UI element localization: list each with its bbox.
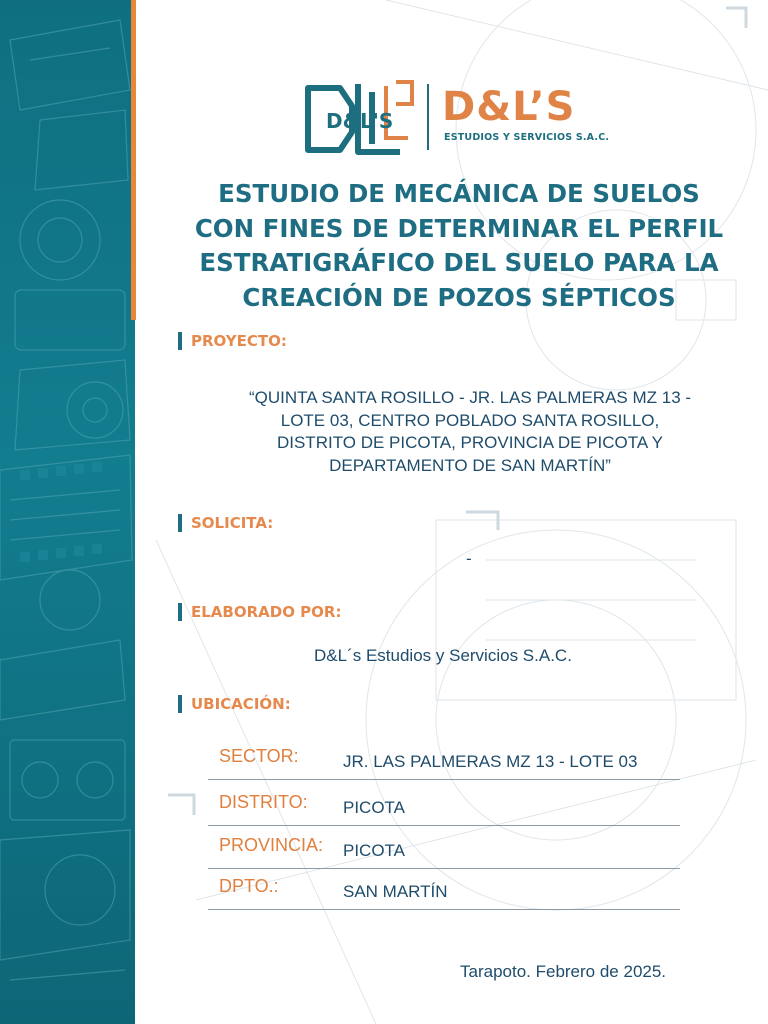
project-line: DISTRITO DE PICOTA, PROVINCIA DE PICOTA Y bbox=[276, 433, 664, 452]
section-label-ubicacion bbox=[178, 695, 291, 713]
project-description bbox=[170, 387, 768, 477]
document-title bbox=[150, 177, 768, 315]
logo-divider bbox=[427, 84, 429, 150]
location-label: DPTO.: bbox=[219, 876, 279, 896]
brand-subtitle: ESTUDIOS Y SERVICIOS S.A.C. bbox=[444, 132, 610, 143]
section-label-text: PROYECTO: bbox=[191, 332, 287, 350]
location-row-provincia bbox=[208, 832, 680, 869]
left-decorative-band bbox=[0, 0, 135, 1024]
location-value: PICOTA bbox=[343, 841, 406, 860]
project-line: LOTE 03, CENTRO POBLADO SANTA ROSILLO, bbox=[280, 410, 660, 430]
location-label: PROVINCIA: bbox=[219, 835, 324, 855]
section-label-solicita bbox=[178, 514, 273, 532]
section-bar bbox=[178, 514, 182, 532]
machinery-illustration bbox=[0, 0, 135, 1024]
brand-name: D&L’S bbox=[442, 84, 576, 130]
location-row-sector bbox=[208, 743, 680, 780]
location-label: DISTRITO: bbox=[219, 792, 308, 812]
section-label-elaborado bbox=[178, 603, 341, 621]
location-value: PICOTA bbox=[343, 798, 406, 817]
section-bar bbox=[178, 603, 182, 621]
document-date: Tarapoto. Febrero de 2025. bbox=[460, 962, 667, 981]
location-value: SAN MARTÍN bbox=[343, 882, 448, 901]
section-label-text: ELABORADO POR: bbox=[191, 603, 342, 621]
section-label-text: UBICACIÓN: bbox=[191, 695, 291, 713]
project-line: “QUINTA SANTA ROSILLO - JR. LAS PALMERAS MZ 13 - bbox=[248, 388, 692, 407]
title-line: ESTUDIO DE MECÁNICA DE SUELOS bbox=[218, 179, 700, 208]
title-line: CON FINES DE DETERMINAR EL PERFIL bbox=[194, 213, 724, 243]
project-line: DEPARTAMENTO DE SAN MARTÍN” bbox=[329, 455, 611, 475]
solicita-value: - bbox=[466, 549, 472, 568]
section-label-text: SOLICITA: bbox=[191, 514, 274, 532]
logo-monogram-text: D&L'S bbox=[326, 109, 394, 133]
section-bar bbox=[178, 695, 182, 713]
location-label: SECTOR: bbox=[219, 746, 299, 766]
location-row-dpto bbox=[208, 873, 680, 910]
section-bar bbox=[178, 332, 182, 350]
location-value: JR. LAS PALMERAS MZ 13 - LOTE 03 bbox=[343, 752, 638, 771]
title-line: CREACIÓN DE POZOS SÉPTICOS bbox=[242, 282, 676, 312]
section-label-proyecto bbox=[178, 332, 287, 350]
location-row-distrito bbox=[208, 789, 680, 826]
elaborado-value: D&L´s Estudios y Servicios S.A.C. bbox=[314, 646, 572, 665]
title-line: ESTRATIGRÁFICO DEL SUELO PARA LA bbox=[199, 248, 719, 277]
